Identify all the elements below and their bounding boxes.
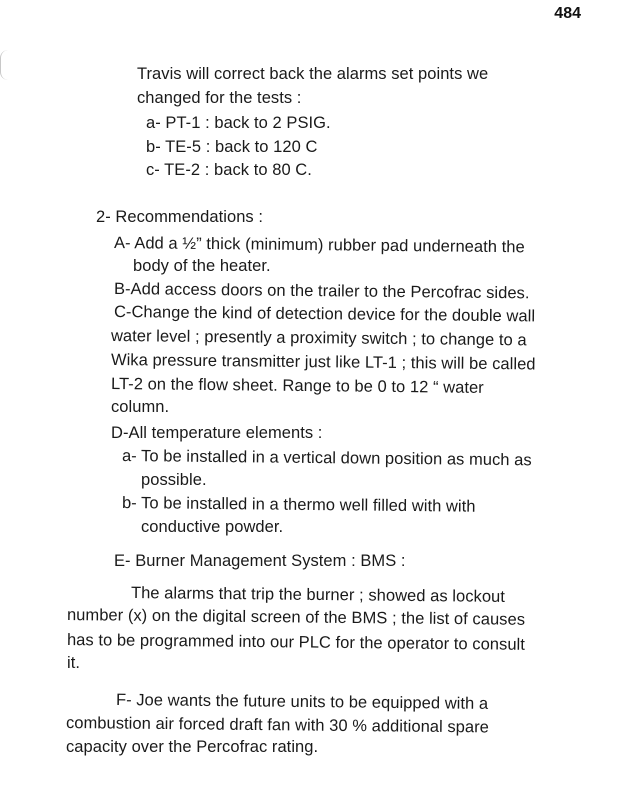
section-heading: 2- Recommendations : xyxy=(96,208,263,226)
page-number: 484 xyxy=(554,5,581,22)
recommendation-d-item: conductive powder. xyxy=(141,518,284,536)
recommendation-f-body: combustion air forced draft fan with 30 % additional spare xyxy=(65,714,490,737)
recommendation-f-body: capacity over the Percofrac rating. xyxy=(66,738,319,756)
setpoint-item: b- TE-5 : back to 120 C xyxy=(146,138,318,156)
recommendation-d-item: possible. xyxy=(141,471,207,489)
recommendation-e-heading: E- Burner Management System : BMS : xyxy=(114,552,406,570)
recommendation-c-line: Wika pressure transmitter just like LT-1 ; this will be called xyxy=(110,351,536,374)
recommendation-c-line: water level ; presently a proximity switch ; to change to a xyxy=(110,327,527,350)
recommendation-c-line: C-Change the kind of detection device for the double wall xyxy=(113,303,536,326)
recommendation-d-heading: D-All temperature elements : xyxy=(111,424,323,442)
setpoint-item: a- PT-1 : back to 2 PSIG. xyxy=(146,114,331,132)
recommendation-a-line: A- Add a ½” thick (minimum) rubber pad underneath the xyxy=(113,234,525,257)
intro-line: Travis will correct back the alarms set points we xyxy=(137,65,489,83)
recommendation-c-line: column. xyxy=(111,398,170,416)
recommendation-c-line: LT-2 on the flow sheet. Range to be 0 to 12 “ water xyxy=(110,375,484,397)
recommendation-b: B-Add access doors on the trailer to the Percofrac sides. xyxy=(113,280,530,303)
setpoint-item: c- TE-2 : back to 80 C. xyxy=(146,161,312,179)
recommendation-e-body: it. xyxy=(67,654,80,672)
recommendation-f-body: F- Joe wants the future units to be equipped with a xyxy=(115,691,489,713)
recommendation-a-line: body of the heater. xyxy=(133,257,271,275)
recommendation-d-item: b- To be installed in a thermo well filled with with xyxy=(121,494,476,516)
intro-line: changed for the tests : xyxy=(137,89,302,107)
recommendation-e-body: The alarms that trip the burner ; showed as lockout xyxy=(130,584,506,606)
scan-edge-mark xyxy=(0,50,11,80)
recommendation-e-body: has to be programmed into our PLC for the operator to consult xyxy=(66,631,526,654)
recommendation-e-body: number (x) on the digital screen of the BMS ; the list of causes xyxy=(66,606,526,629)
recommendation-d-item: a- To be installed in a vertical down position as much as xyxy=(121,447,532,470)
